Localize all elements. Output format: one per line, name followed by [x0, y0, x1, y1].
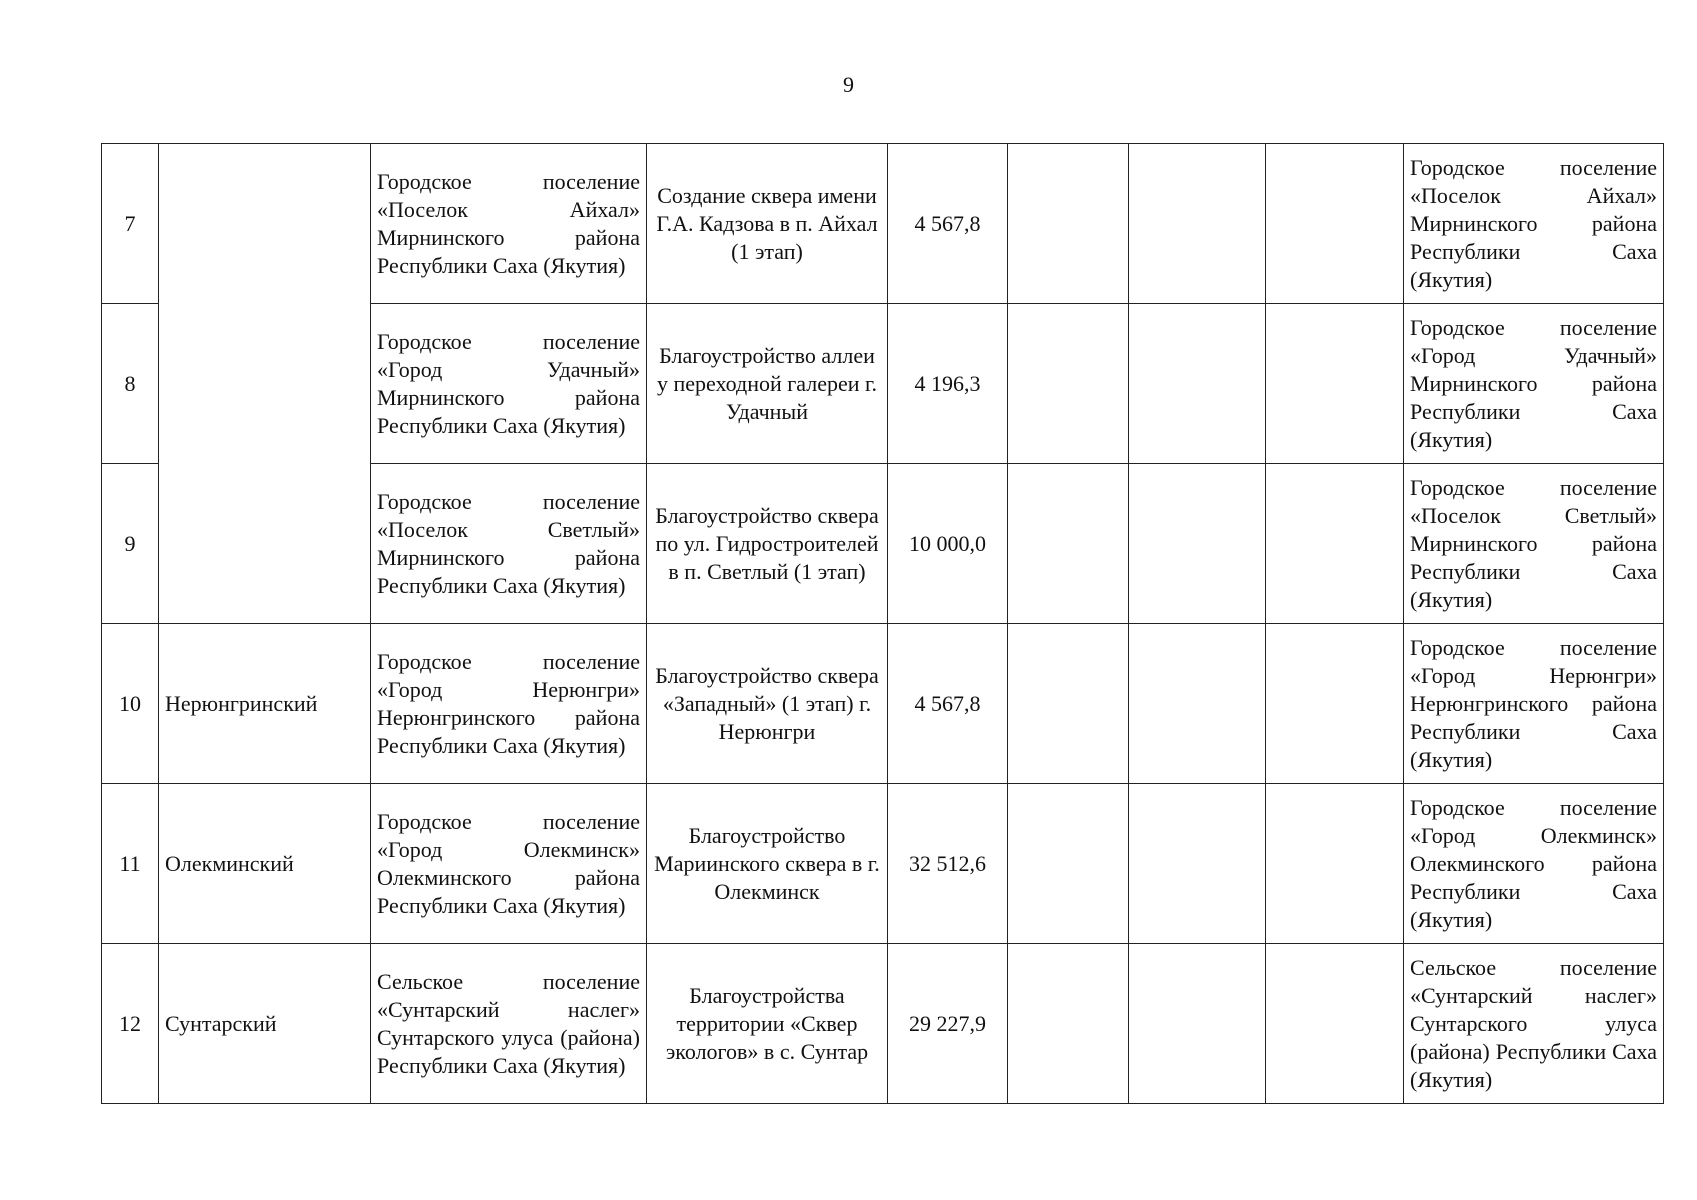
recipient-cell: Сельское поселение «Сунтарский наслег» Сунтарского улуса (района) Республики Саха (Якутия) [1404, 944, 1664, 1104]
recipient-cell: Городское поселение «Поселок Светлый» Мирнинского района Республики Саха (Якутия) [1404, 464, 1664, 624]
empty-cell [1008, 304, 1129, 464]
project-cell: Создание сквера имени Г.А. Кадзова в п. Айхал (1 этап) [647, 144, 888, 304]
settlement-cell: Сельское поселение «Сунтарский наслег» Сунтарского улуса (района) Республики Саха (Якутия) [371, 944, 647, 1104]
row-number: 11 [102, 784, 159, 944]
district-cell [159, 144, 371, 624]
row-number: 8 [102, 304, 159, 464]
empty-cell [1129, 624, 1266, 784]
empty-cell [1129, 784, 1266, 944]
amount-cell: 4 567,8 [888, 624, 1008, 784]
page-number: 9 [843, 72, 854, 97]
empty-cell [1129, 944, 1266, 1104]
amount-cell: 32 512,6 [888, 784, 1008, 944]
project-cell: Благоустройства территории «Сквер экологов» в с. Сунтар [647, 944, 888, 1104]
empty-cell [1266, 304, 1404, 464]
settlement-cell: Городское поселение «Город Удачный» Мирнинского района Республики Саха (Якутия) [371, 304, 647, 464]
empty-cell [1008, 144, 1129, 304]
amount-cell: 10 000,0 [888, 464, 1008, 624]
empty-cell [1266, 944, 1404, 1104]
empty-cell [1266, 144, 1404, 304]
district-cell: Сунтарский [159, 944, 371, 1104]
amount-cell: 4 567,8 [888, 144, 1008, 304]
recipient-cell: Городское поселение «Город Удачный» Мирнинского района Республики Саха (Якутия) [1404, 304, 1664, 464]
project-cell: Благоустройство Мариинского сквера в г. Олекминск [647, 784, 888, 944]
settlement-cell: Городское поселение «Город Нерюнгри» Нерюнгринского района Республики Саха (Якутия) [371, 624, 647, 784]
empty-cell [1129, 304, 1266, 464]
settlement-cell: Городское поселение «Город Олекминск» Олекминского района Республики Саха (Якутия) [371, 784, 647, 944]
recipient-cell: Городское поселение «Поселок Айхал» Мирнинского района Республики Саха (Якутия) [1404, 144, 1664, 304]
recipient-cell: Городское поселение «Город Нерюнгри» Нерюнгринского района Республики Саха (Якутия) [1404, 624, 1664, 784]
row-number: 9 [102, 464, 159, 624]
project-cell: Благоустройство сквера «Западный» (1 этап) г. Нерюнгри [647, 624, 888, 784]
district-cell: Олекминский [159, 784, 371, 944]
table-row [102, 144, 1664, 304]
empty-cell [1008, 464, 1129, 624]
amount-cell: 4 196,3 [888, 304, 1008, 464]
table-row [102, 784, 1664, 944]
empty-cell [1129, 144, 1266, 304]
table-row [102, 944, 1664, 1104]
district-cell: Нерюнгринский [159, 624, 371, 784]
row-number: 7 [102, 144, 159, 304]
empty-cell [1266, 464, 1404, 624]
empty-cell [1266, 624, 1404, 784]
settlement-cell: Городское поселение «Поселок Айхал» Мирнинского района Республики Саха (Якутия) [371, 144, 647, 304]
project-cell: Благоустройство аллеи у переходной галереи г. Удачный [647, 304, 888, 464]
row-number: 10 [102, 624, 159, 784]
empty-cell [1008, 944, 1129, 1104]
row-number: 12 [102, 944, 159, 1104]
empty-cell [1008, 624, 1129, 784]
amount-cell: 29 227,9 [888, 944, 1008, 1104]
empty-cell [1266, 784, 1404, 944]
recipient-cell: Городское поселение «Город Олекминск» Олекминского района Республики Саха (Якутия) [1404, 784, 1664, 944]
table-row [102, 624, 1664, 784]
settlement-cell: Городское поселение «Поселок Светлый» Мирнинского района Республики Саха (Якутия) [371, 464, 647, 624]
project-cell: Благоустройство сквера по ул. Гидростроителей в п. Светлый (1 этап) [647, 464, 888, 624]
budget-table [101, 143, 1664, 1104]
empty-cell [1129, 464, 1266, 624]
empty-cell [1008, 784, 1129, 944]
